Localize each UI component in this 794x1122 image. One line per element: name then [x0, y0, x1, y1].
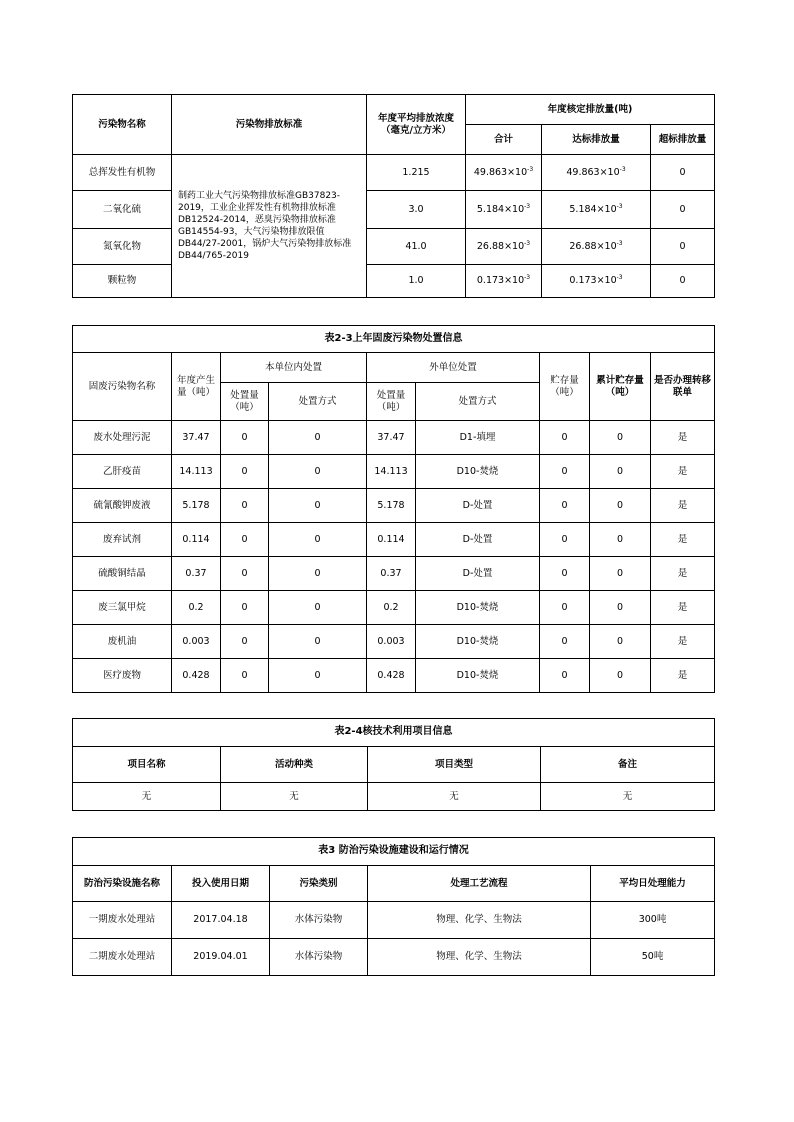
internal-method: 0 — [269, 421, 367, 455]
internal-method: 0 — [269, 625, 367, 659]
header-internal-method: 处置方式 — [269, 383, 367, 421]
header-remarks: 备注 — [541, 747, 715, 783]
compliant-emission: $0.173\times 10^{-3}$ — [542, 265, 651, 298]
table-row — [73, 902, 715, 939]
exceed-emission: 0 — [651, 229, 715, 265]
waste-name: 废三氯甲烷 — [73, 591, 172, 625]
header-daily-capacity: 平均日处理能力 — [591, 866, 715, 902]
pollutant-name: 二氧化硫 — [73, 191, 172, 229]
process-flow: 物理、化学、生物法 — [368, 902, 591, 939]
header-facility-name: 防治污染设施名称 — [73, 866, 172, 902]
storage: 0 — [540, 557, 590, 591]
internal-method: 0 — [269, 489, 367, 523]
table-row — [73, 557, 715, 591]
storage: 0 — [540, 523, 590, 557]
table-row — [73, 939, 715, 976]
waste-name: 废水处理污泥 — [73, 421, 172, 455]
table-row — [73, 265, 715, 298]
annual-production: 37.47 — [172, 421, 221, 455]
header-transfer-form: 是否办理转移联单 — [651, 353, 715, 421]
internal-qty: 0 — [221, 557, 269, 591]
header-waste-name: 固废污染物名称 — [73, 353, 172, 421]
emission-standard-text: 制药工业大气污染物排放标准GB37823-2019，工业企业挥发性有机物排放标准DB12524-2014，恶臭污染物排放标准GB14554-93，大气污染物排放限值DB44/27-2001，锅炉大气污染物排放标准DB44/765-2019 — [172, 155, 367, 298]
storage: 0 — [540, 421, 590, 455]
external-qty: 14.113 — [367, 455, 416, 489]
total-emission: $49.863\times 10^{-3}$ — [466, 155, 542, 191]
total-emission: $0.173\times 10^{-3}$ — [466, 265, 542, 298]
table-row — [73, 625, 715, 659]
external-qty: 0.003 — [367, 625, 416, 659]
annual-production: 0.114 — [172, 523, 221, 557]
avg-concentration: 1.215 — [367, 155, 466, 191]
header-pollution-category: 污染类别 — [270, 866, 368, 902]
header-activity-type: 活动种类 — [221, 747, 368, 783]
internal-method: 0 — [269, 591, 367, 625]
annual-production: 0.428 — [172, 659, 221, 693]
external-method: D-处置 — [416, 557, 540, 591]
header-annual-emission: 年度核定排放量(吨) — [466, 95, 715, 125]
external-qty: 0.114 — [367, 523, 416, 557]
waste-name: 医疗废物 — [73, 659, 172, 693]
external-method: D-处置 — [416, 523, 540, 557]
header-external-qty: 处置量（吨） — [367, 383, 416, 421]
header-project-type: 项目类型 — [368, 747, 541, 783]
annual-production: 5.178 — [172, 489, 221, 523]
external-method: D-处置 — [416, 489, 540, 523]
external-method: D1-填埋 — [416, 421, 540, 455]
header-project-name: 项目名称 — [73, 747, 221, 783]
avg-concentration: 3.0 — [367, 191, 466, 229]
transfer-form: 是 — [651, 591, 715, 625]
activity-type: 无 — [221, 783, 368, 811]
nuclear-tech-table-title: 表2-4核技术利用项目信息 — [73, 719, 715, 747]
header-cumulative-storage: 累计贮存量（吨） — [590, 353, 651, 421]
external-qty: 0.37 — [367, 557, 416, 591]
cumulative-storage: 0 — [590, 659, 651, 693]
internal-qty: 0 — [221, 455, 269, 489]
internal-qty: 0 — [221, 421, 269, 455]
table-row — [73, 191, 715, 229]
solid-waste-table-title: 表2-3上年固废污染物处置信息 — [73, 326, 715, 353]
cumulative-storage: 0 — [590, 523, 651, 557]
cumulative-storage: 0 — [590, 625, 651, 659]
avg-concentration: 41.0 — [367, 229, 466, 265]
cumulative-storage: 0 — [590, 455, 651, 489]
external-qty: 37.47 — [367, 421, 416, 455]
commission-date: 2019.04.01 — [172, 939, 270, 976]
process-flow: 物理、化学、生物法 — [368, 939, 591, 976]
waste-name: 废机油 — [73, 625, 172, 659]
internal-qty: 0 — [221, 489, 269, 523]
internal-method: 0 — [269, 523, 367, 557]
annual-production: 14.113 — [172, 455, 221, 489]
table-row — [73, 591, 715, 625]
header-internal-disposal: 本单位内处置 — [221, 353, 367, 383]
pollutant-name: 氮氧化物 — [73, 229, 172, 265]
external-method: D10-焚烧 — [416, 659, 540, 693]
transfer-form: 是 — [651, 659, 715, 693]
table-row — [73, 783, 715, 811]
internal-qty: 0 — [221, 591, 269, 625]
internal-qty: 0 — [221, 523, 269, 557]
cumulative-storage: 0 — [590, 557, 651, 591]
header-emission-standard: 污染物排放标准 — [172, 95, 367, 155]
transfer-form: 是 — [651, 421, 715, 455]
total-emission: $26.88\times 10^{-3}$ — [466, 229, 542, 265]
header-exceed: 超标排放量 — [651, 125, 715, 155]
waste-name: 硫氰酸钾废液 — [73, 489, 172, 523]
transfer-form: 是 — [651, 489, 715, 523]
cumulative-storage: 0 — [590, 489, 651, 523]
storage: 0 — [540, 455, 590, 489]
pollution-facility-table-title: 表3 防治污染设施建设和运行情况 — [73, 838, 715, 866]
pollution-facility-table — [72, 837, 715, 976]
table-row — [73, 229, 715, 265]
transfer-form: 是 — [651, 455, 715, 489]
table-row — [73, 489, 715, 523]
storage: 0 — [540, 489, 590, 523]
total-emission: $5.184\times 10^{-3}$ — [466, 191, 542, 229]
external-method: D10-焚烧 — [416, 455, 540, 489]
facility-name: 二期废水处理站 — [73, 939, 172, 976]
waste-name: 废弃试剂 — [73, 523, 172, 557]
air-pollutant-table — [72, 94, 715, 298]
transfer-form: 是 — [651, 523, 715, 557]
daily-capacity: 300吨 — [591, 902, 715, 939]
exceed-emission: 0 — [651, 155, 715, 191]
exceed-emission: 0 — [651, 265, 715, 298]
project-name: 无 — [73, 783, 221, 811]
cumulative-storage: 0 — [590, 591, 651, 625]
commission-date: 2017.04.18 — [172, 902, 270, 939]
annual-production: 0.37 — [172, 557, 221, 591]
table-row — [73, 455, 715, 489]
external-qty: 0.2 — [367, 591, 416, 625]
header-avg-concentration: 年度平均排放浓度（毫克/立方米） — [367, 95, 466, 155]
header-internal-qty: 处置量（吨） — [221, 383, 269, 421]
external-qty: 5.178 — [367, 489, 416, 523]
header-commission-date: 投入使用日期 — [172, 866, 270, 902]
nuclear-tech-table — [72, 718, 715, 811]
daily-capacity: 50吨 — [591, 939, 715, 976]
header-total: 合计 — [466, 125, 542, 155]
solid-waste-table — [72, 325, 715, 693]
header-compliant: 达标排放量 — [542, 125, 651, 155]
header-pollutant-name: 污染物名称 — [73, 95, 172, 155]
pollutant-name: 颗粒物 — [73, 265, 172, 298]
compliant-emission: $5.184\times 10^{-3}$ — [542, 191, 651, 229]
header-process-flow: 处理工艺流程 — [368, 866, 591, 902]
transfer-form: 是 — [651, 557, 715, 591]
facility-name: 一期废水处理站 — [73, 902, 172, 939]
annual-production: 0.003 — [172, 625, 221, 659]
storage: 0 — [540, 659, 590, 693]
internal-method: 0 — [269, 455, 367, 489]
table-row — [73, 523, 715, 557]
project-type: 无 — [368, 783, 541, 811]
external-qty: 0.428 — [367, 659, 416, 693]
pollutant-name: 总挥发性有机物 — [73, 155, 172, 191]
waste-name: 乙肝疫苗 — [73, 455, 172, 489]
table-row — [73, 155, 715, 191]
compliant-emission: $49.863\times 10^{-3}$ — [542, 155, 651, 191]
header-external-disposal: 外单位处置 — [367, 353, 540, 383]
header-annual-production: 年度产生量（吨） — [172, 353, 221, 421]
table-row — [73, 659, 715, 693]
header-storage: 贮存量（吨） — [540, 353, 590, 421]
cumulative-storage: 0 — [590, 421, 651, 455]
compliant-emission: $26.88\times 10^{-3}$ — [542, 229, 651, 265]
external-method: D10-焚烧 — [416, 625, 540, 659]
transfer-form: 是 — [651, 625, 715, 659]
internal-qty: 0 — [221, 659, 269, 693]
annual-production: 0.2 — [172, 591, 221, 625]
internal-method: 0 — [269, 659, 367, 693]
external-method: D10-焚烧 — [416, 591, 540, 625]
storage: 0 — [540, 591, 590, 625]
internal-method: 0 — [269, 557, 367, 591]
header-external-method: 处置方式 — [416, 383, 540, 421]
pollution-category: 水体污染物 — [270, 939, 368, 976]
storage: 0 — [540, 625, 590, 659]
avg-concentration: 1.0 — [367, 265, 466, 298]
table-row — [73, 421, 715, 455]
remarks: 无 — [541, 783, 715, 811]
waste-name: 硫酸铜结晶 — [73, 557, 172, 591]
internal-qty: 0 — [221, 625, 269, 659]
pollution-category: 水体污染物 — [270, 902, 368, 939]
exceed-emission: 0 — [651, 191, 715, 229]
